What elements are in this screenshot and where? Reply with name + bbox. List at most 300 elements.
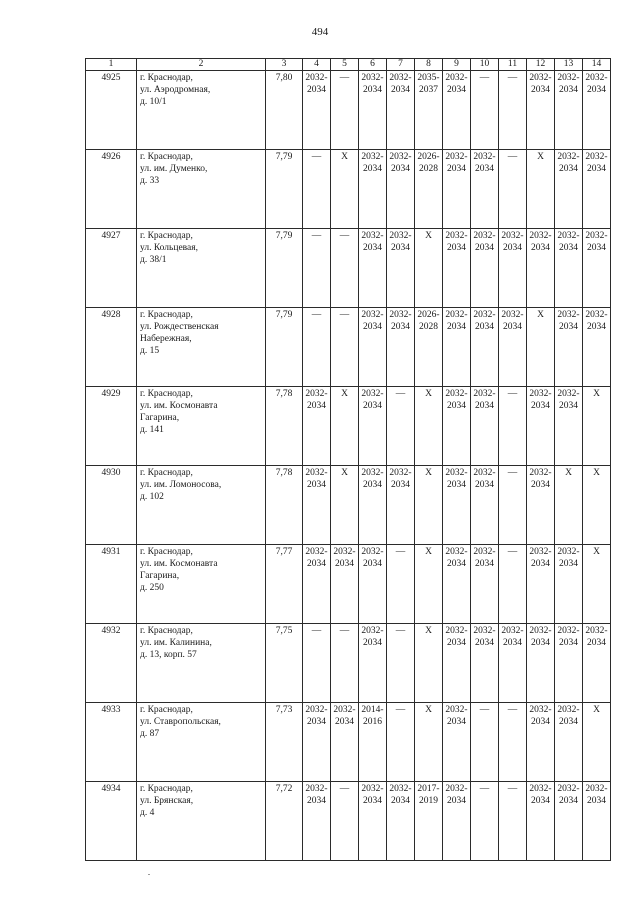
period-value [359,705,386,729]
period-cell [555,387,583,466]
period-cell [443,466,471,545]
period-value [443,784,470,808]
period-cell [303,545,331,624]
year-start: 2032- [445,152,468,162]
score-cell: 7,79 [266,308,303,387]
period-value [471,468,498,492]
period-cell [499,782,527,861]
year-start: 2032- [361,389,384,399]
period-cell [555,782,583,861]
period-cell [499,150,527,229]
period-cell [555,545,583,624]
year-start: 2032- [557,705,580,715]
period-cell [359,150,387,229]
period-cell [359,308,387,387]
period-value [387,784,414,808]
year-start: 2032- [361,784,384,794]
year-end: 2034 [531,479,550,490]
year-end: 2034 [363,242,382,253]
year-start: 2032- [529,784,552,794]
year-start: 2032- [361,73,384,83]
period-cell [387,545,415,624]
period-cell [415,150,443,229]
period-cell [415,624,443,703]
address-line: д. 33 [140,175,160,186]
year-end: 2034 [307,716,326,727]
table-row [86,387,611,466]
period-cell [387,466,415,545]
period-value: X [425,468,432,478]
page-number: 494 [311,26,329,38]
period-cell [303,71,331,150]
period-cell [415,782,443,861]
period-cell [499,71,527,150]
period-cell [331,71,359,150]
period-cell [387,150,415,229]
address-line: д. 10/1 [140,96,167,107]
address-line: д. 102 [140,491,164,502]
year-start: 2032- [529,547,552,557]
period-cell [527,308,555,387]
period-cell [527,229,555,308]
year-end: 2034 [503,242,522,253]
year-start: 2032- [445,231,468,241]
year-end: 2028 [419,163,438,174]
year-start: 2032- [389,784,412,794]
period-value [471,152,498,176]
year-end: 2034 [475,479,494,490]
score-cell: 7,73 [266,703,303,782]
period-value: — [479,73,490,83]
period-cell [443,71,471,150]
year-end: 2034 [363,321,382,332]
record-number: 4926 [86,150,137,229]
score-cell: 7,80 [266,71,303,150]
year-end: 2034 [559,242,578,253]
year-start: 2032- [389,468,412,478]
period-cell [583,703,611,782]
period-value [415,310,442,334]
period-value [387,231,414,255]
period-cell [415,387,443,466]
period-value [443,231,470,255]
period-value: — [395,547,406,557]
period-cell [499,229,527,308]
year-start: 2032- [389,310,412,320]
period-value [359,626,386,650]
address-cell [137,466,266,545]
address-cell [137,387,266,466]
address-line: г. Краснодар, [140,73,193,83]
year-start: 2032- [557,73,580,83]
year-start: 2032- [529,626,552,636]
period-value: — [311,626,322,636]
period-value [303,547,330,571]
address-line: ул. им. Ломоносова, [140,479,222,490]
period-value [443,626,470,650]
year-start: 2032- [557,389,580,399]
period-value [443,705,470,729]
year-end: 2034 [363,84,382,95]
year-end: 2034 [447,558,466,569]
period-cell [527,782,555,861]
column-number: 13 [555,59,583,71]
address-line: д. 13, корп. 57 [140,649,197,660]
period-cell [359,703,387,782]
period-value: — [507,73,518,83]
period-cell [499,466,527,545]
period-value [359,468,386,492]
year-end: 2034 [475,637,494,648]
score-cell: 7,78 [266,466,303,545]
period-value: X [425,231,432,241]
column-number: 9 [443,59,471,71]
period-cell [359,71,387,150]
period-cell [359,466,387,545]
address-cell [137,545,266,624]
period-value [471,389,498,413]
year-end: 2034 [587,163,606,174]
year-start: 2032- [585,310,608,320]
year-start: 2032- [305,547,328,557]
period-value [303,784,330,808]
score-cell: 7,72 [266,782,303,861]
period-cell [387,387,415,466]
address-line: г. Краснодар, [140,389,193,399]
period-cell [527,150,555,229]
year-end: 2034 [391,795,410,806]
year-end: 2034 [531,84,550,95]
year-start: 2032- [445,310,468,320]
column-number: 5 [331,59,359,71]
period-value: X [537,310,544,320]
period-cell [555,229,583,308]
column-number: 1 [86,59,137,71]
column-number: 8 [415,59,443,71]
period-value [527,626,554,650]
year-end: 2034 [391,163,410,174]
year-end: 2034 [363,479,382,490]
period-cell [555,308,583,387]
period-value: X [425,705,432,715]
period-cell [331,150,359,229]
record-number: 4933 [86,703,137,782]
period-cell [555,466,583,545]
period-value [583,152,610,176]
period-cell [471,229,499,308]
period-value: — [339,73,350,83]
capital-repair-schedule-table [85,58,611,861]
address-line: г. Краснодар, [140,468,193,478]
period-value [527,389,554,413]
period-value [359,231,386,255]
year-start: 2032- [557,784,580,794]
period-value [415,152,442,176]
year-start: 2032- [445,73,468,83]
column-number: 10 [471,59,499,71]
year-start: 2032- [473,547,496,557]
table-row [86,466,611,545]
year-end: 2034 [363,558,382,569]
year-end: 2034 [391,242,410,253]
period-value: — [339,310,350,320]
year-end: 2028 [419,321,438,332]
year-end: 2034 [307,795,326,806]
period-value [303,468,330,492]
period-value [527,547,554,571]
year-end: 2034 [307,400,326,411]
period-cell [471,150,499,229]
year-end: 2034 [447,84,466,95]
period-value [415,73,442,97]
address-line: ул. Ставропольская, [140,716,221,727]
period-cell [359,387,387,466]
year-end: 2034 [363,637,382,648]
column-number: 12 [527,59,555,71]
address-line: ул. Рождественская [140,321,219,332]
table-row [86,308,611,387]
period-cell [387,229,415,308]
period-value [359,152,386,176]
year-end: 2034 [559,321,578,332]
address-line: ул. Брянская, [140,795,194,806]
period-value: — [339,231,350,241]
period-value [555,626,582,650]
period-cell [303,229,331,308]
period-value: X [425,626,432,636]
address-line: ул. Аэродромная, [140,84,211,95]
year-start: 2032- [585,73,608,83]
period-cell [583,545,611,624]
period-value [303,705,330,729]
record-number: 4932 [86,624,137,703]
period-cell [527,71,555,150]
year-start: 2032- [557,626,580,636]
year-end: 2034 [363,400,382,411]
period-value [359,784,386,808]
year-start: 2032- [445,626,468,636]
period-value [583,784,610,808]
period-value: — [395,389,406,399]
year-end: 2034 [475,321,494,332]
year-end: 2034 [447,637,466,648]
period-cell [499,308,527,387]
period-value [555,389,582,413]
year-start: 2032- [529,705,552,715]
year-end: 2034 [307,84,326,95]
period-cell [415,545,443,624]
period-value [583,310,610,334]
period-cell [499,703,527,782]
table-row [86,150,611,229]
score-cell: 7,79 [266,229,303,308]
year-start: 2026- [417,310,440,320]
period-cell [331,466,359,545]
table-row [86,624,611,703]
table-row [86,71,611,150]
year-start: 2032- [305,468,328,478]
period-value [303,73,330,97]
period-cell [359,624,387,703]
period-value [555,547,582,571]
year-start: 2035- [417,73,440,83]
year-start: 2032- [305,784,328,794]
year-end: 2034 [559,795,578,806]
period-cell [555,71,583,150]
year-end: 2034 [447,479,466,490]
period-cell [471,545,499,624]
period-value [359,547,386,571]
period-value [527,468,554,492]
year-end: 2034 [391,84,410,95]
period-value [415,784,442,808]
period-value: — [395,705,406,715]
year-end: 2034 [587,795,606,806]
record-number: 4929 [86,387,137,466]
period-cell [471,71,499,150]
year-start: 2032- [585,152,608,162]
period-value: X [537,152,544,162]
year-end: 2034 [559,637,578,648]
period-value [387,73,414,97]
period-cell [527,624,555,703]
period-cell [527,545,555,624]
period-value [555,73,582,97]
period-cell [359,229,387,308]
year-end: 2034 [363,795,382,806]
period-value [499,310,526,334]
period-value [443,547,470,571]
year-start: 2032- [529,389,552,399]
year-end: 2034 [391,321,410,332]
year-start: 2032- [445,468,468,478]
address-line: ул. им. Космонавта [140,558,218,569]
year-end: 2034 [531,242,550,253]
year-end: 2034 [335,716,354,727]
year-start: 2032- [557,547,580,557]
year-end: 2034 [587,84,606,95]
period-cell [303,150,331,229]
year-start: 2032- [305,705,328,715]
period-cell [415,71,443,150]
period-value [443,152,470,176]
period-value [471,547,498,571]
period-cell [471,387,499,466]
period-value [555,705,582,729]
record-number: 4925 [86,71,137,150]
year-start: 2032- [585,626,608,636]
year-end: 2034 [531,716,550,727]
address-line: ул. им. Космонавта [140,400,218,411]
year-start: 2032- [361,310,384,320]
period-value [471,231,498,255]
period-value [471,310,498,334]
year-start: 2032- [529,73,552,83]
column-number-row [86,59,611,71]
address-cell [137,624,266,703]
period-value: X [593,389,600,399]
period-cell [387,703,415,782]
period-value [331,705,358,729]
year-start: 2032- [445,784,468,794]
period-cell [331,624,359,703]
year-start: 2032- [473,468,496,478]
period-value: — [507,705,518,715]
year-end: 2034 [475,163,494,174]
year-start: 2032- [585,784,608,794]
period-cell [331,782,359,861]
period-value [443,468,470,492]
period-cell [387,308,415,387]
period-value [303,389,330,413]
period-value: X [425,547,432,557]
period-cell [331,229,359,308]
year-end: 2034 [531,400,550,411]
score-cell: 7,77 [266,545,303,624]
period-value [443,73,470,97]
period-value: — [311,152,322,162]
period-cell [583,229,611,308]
period-value: — [479,784,490,794]
period-cell [499,387,527,466]
period-cell [443,545,471,624]
period-cell [555,624,583,703]
year-end: 2034 [475,400,494,411]
year-end: 2034 [559,163,578,174]
year-start: 2032- [333,547,356,557]
period-value: X [341,152,348,162]
period-value [443,389,470,413]
year-start: 2032- [389,73,412,83]
period-value [359,389,386,413]
period-cell [443,387,471,466]
period-cell [499,624,527,703]
period-value: — [479,705,490,715]
period-cell [471,308,499,387]
year-end: 2034 [531,637,550,648]
address-line: г. Краснодар, [140,231,193,241]
year-start: 2032- [305,73,328,83]
year-end: 2034 [475,242,494,253]
record-number: 4928 [86,308,137,387]
year-end: 2034 [447,716,466,727]
column-number: 11 [499,59,527,71]
year-start: 2032- [557,310,580,320]
year-start: 2032- [361,231,384,241]
year-start: 2032- [529,231,552,241]
address-line: г. Краснодар, [140,547,193,557]
year-end: 2034 [531,558,550,569]
period-value: X [593,468,600,478]
year-start: 2032- [305,389,328,399]
year-end: 2034 [587,242,606,253]
period-value: — [311,231,322,241]
period-cell [303,466,331,545]
year-end: 2034 [447,400,466,411]
address-line: д. 250 [140,582,164,593]
address-line: ул. им. Калинина, [140,637,212,648]
year-end: 2034 [447,795,466,806]
address-line: Гагарина, [140,570,180,581]
period-value: — [507,389,518,399]
year-start: 2032- [361,468,384,478]
year-start: 2032- [445,389,468,399]
year-end: 2034 [447,242,466,253]
period-cell [303,703,331,782]
year-end: 2034 [531,795,550,806]
year-end: 2034 [503,637,522,648]
period-value: — [507,468,518,478]
